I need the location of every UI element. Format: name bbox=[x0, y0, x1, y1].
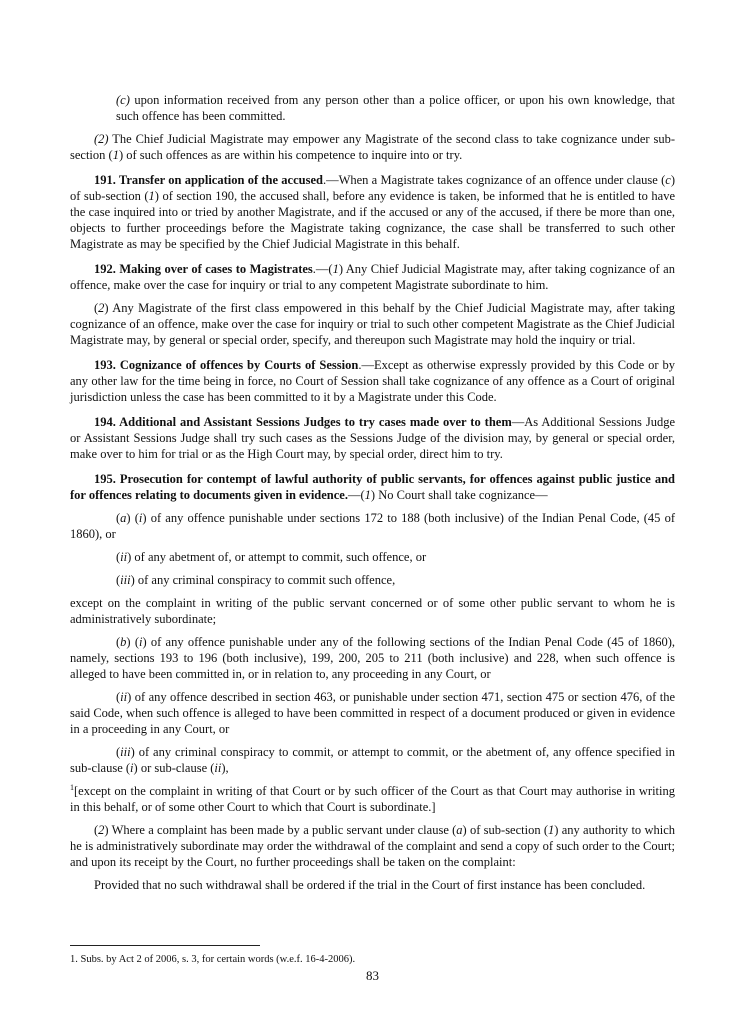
text-run: iii bbox=[120, 745, 131, 759]
text-run: ), bbox=[221, 761, 229, 775]
text-run: ) of any criminal conspiracy to commit such offence, bbox=[130, 573, 396, 587]
text-run: ( bbox=[116, 690, 121, 704]
text-run: 1 bbox=[112, 148, 119, 162]
proviso bbox=[70, 877, 675, 893]
text-run: ) of sub-section ( bbox=[462, 823, 549, 837]
clause-a-i bbox=[70, 510, 675, 542]
footnote: 1. Subs. by Act 2 of 2006, s. 3, for certain words (w.e.f. 16-4-2006). bbox=[70, 954, 356, 965]
text-run: 2 bbox=[98, 823, 105, 837]
clause-b-i bbox=[70, 634, 675, 682]
clause-a-ii bbox=[70, 549, 675, 565]
text-run: ) of sub-section ( bbox=[70, 173, 675, 203]
text-run: ) of any offence described in section 463, or punishable under section 471, section 475 or section 476, of the said Code, when such offence is alleged to have been committed in respect of a document produced or given in evidence in a proceeding in any Court, or bbox=[70, 690, 675, 736]
text-run: ) No Court shall take cognizance— bbox=[370, 488, 548, 502]
text-run: ii bbox=[120, 550, 128, 564]
text-run: (c) bbox=[116, 93, 130, 107]
text-run: i bbox=[138, 511, 143, 525]
section-193 bbox=[70, 357, 675, 405]
clause-b-exception bbox=[70, 783, 675, 815]
text-run: upon information received from any person other than a police officer, or upon his own knowledge, that such offence has been committed. bbox=[116, 93, 675, 123]
text-run: 195. Prosecution for contempt of lawful authority of public servants, for offences against public justice and for offences relating to documents given in evidence. bbox=[70, 472, 675, 502]
text-run: ii bbox=[214, 761, 222, 775]
text-run: ( bbox=[116, 573, 121, 587]
text-run: ) or sub-clause ( bbox=[133, 761, 215, 775]
text-run: iii bbox=[120, 573, 131, 587]
text-run: ) of any abetment of, or attempt to commit, such offence, or bbox=[127, 550, 427, 564]
text-run: ) of any offence punishable under any of the following sections of the Indian Penal Code (45 of 1860), namely, sections 193 to 196 (both inclusive), 199, 200, 205 to 211 (both inclusive) and 228, when such offence is alleged to have been committed in, or in relation to, any proceeding in any Court, or bbox=[70, 635, 676, 681]
text-run: 193. Cognizance of offences by Courts of Session bbox=[94, 358, 359, 372]
clause-b-ii bbox=[70, 689, 675, 737]
text-run: 192. Making over of cases to Magistrates bbox=[94, 262, 313, 276]
text-run: ) of any criminal conspiracy to commit, or attempt to commit, or the abetment of, any offence specified in sub-clause ( bbox=[70, 745, 675, 775]
text-run: ( bbox=[116, 745, 121, 759]
text-run: 194. Additional and Assistant Sessions Judges to try cases made over to them bbox=[94, 415, 512, 429]
para-2 bbox=[70, 131, 675, 163]
text-run: 1 bbox=[148, 189, 155, 203]
text-run: 2 bbox=[98, 301, 105, 315]
text-run: i bbox=[130, 761, 134, 775]
text-run: ) Any Magistrate of the first class empowered in this behalf by the Chief Judicial Magistrate may, after taking cognizance of an offence, make over the case for inquiry or trial to such other competent Magistrate as the Chief Judicial Magistrate may, by general or special order, specify, and thereupon such Magistrate may hold the inquiry or trial. bbox=[70, 301, 675, 347]
section-194 bbox=[70, 414, 675, 462]
text-run: 191. Transfer on application of the accused bbox=[94, 173, 323, 187]
text-run: ) ( bbox=[126, 635, 139, 649]
clause-a-exception bbox=[70, 595, 675, 627]
text-run: .—( bbox=[312, 262, 333, 276]
text-run: i bbox=[139, 635, 143, 649]
section-191 bbox=[70, 172, 675, 252]
text-run: ( bbox=[116, 511, 121, 525]
text-run: ii bbox=[120, 690, 128, 704]
text-run: 1 bbox=[548, 823, 555, 837]
text-run: a bbox=[456, 823, 463, 837]
page-number: 83 bbox=[366, 968, 379, 983]
section-192-2 bbox=[70, 300, 675, 348]
text-run: [except on the complaint in writing of that Court or by such officer of the Court as that Court may authorise in writing in this behalf, or of some other Court to which that Court is subordinate.] bbox=[70, 784, 675, 814]
footnote-rule bbox=[70, 945, 260, 946]
text-run: —As Additional Sessions Judge or Assistant Sessions Judge shall try such cases as the Sessions Judge of the division may, by general or special order, make over to him for trial or as the High Court may, by special order, direct him to try. bbox=[70, 415, 675, 461]
text-run: ) Where a complaint has been made by a public servant under clause ( bbox=[104, 823, 457, 837]
text-run: a bbox=[120, 511, 127, 525]
text-run: ) of section 190, the accused shall, before any evidence is taken, be informed that he is entitled to have the case inquired into or tried by another Magistrate, and if the accused or any of the accused, if there be more than one, objects to further proceedings before the Magistrate taking cognizance, the case shall be transferred to such other Magistrate as may be specified by the Chief Judicial Magistrate in this behalf. bbox=[70, 189, 676, 251]
section-195-2 bbox=[70, 822, 675, 870]
text-run: c bbox=[665, 173, 671, 187]
clause-b-iii bbox=[70, 744, 675, 776]
clause-a-iii bbox=[70, 572, 675, 588]
text-run: except on the complaint in writing of the public servant concerned or of some other public servant to whom he is administratively subordinate; bbox=[70, 596, 675, 626]
text-run: ) Any Chief Judicial Magistrate may, after taking cognizance of an offence, make over the case for inquiry or trial to any competent Magistrate subordinate to him. bbox=[70, 262, 675, 292]
text-run: ( bbox=[116, 635, 121, 649]
text-run: —( bbox=[347, 488, 365, 502]
text-run: ) ( bbox=[126, 511, 139, 525]
text-run: ( bbox=[94, 301, 99, 315]
text-run: The Chief Judicial Magistrate may empower any Magistrate of the second class to take cognizance under sub-section ( bbox=[70, 132, 675, 162]
para-c bbox=[70, 92, 675, 124]
text-run: .—When a Magistrate takes cognizance of an offence under clause ( bbox=[322, 173, 666, 187]
text-run: .—Except as otherwise expressly provided by this Code or by any other law for the time being in force, no Court of Session shall take cognizance of any offence as a Court of original jurisdiction unless the case has been committed to it by a Magistrate under this Code. bbox=[70, 358, 676, 404]
text-run: b bbox=[120, 635, 127, 649]
text-run: 1 bbox=[364, 488, 371, 502]
text-run: Provided that no such withdrawal shall be ordered if the trial in the Court of first instance has been concluded. bbox=[94, 878, 646, 892]
section-192 bbox=[70, 261, 675, 293]
section-195 bbox=[70, 471, 675, 503]
text-run: ( bbox=[116, 550, 121, 564]
text-run: (2) bbox=[94, 132, 109, 146]
text-run: ( bbox=[94, 823, 99, 837]
text-run: ) of such offences as are within his competence to inquire into or try. bbox=[118, 148, 463, 162]
text-run: 1 bbox=[332, 262, 339, 276]
text-run: ) of any offence punishable under sections 172 to 188 (both inclusive) of the Indian Penal Code, (45 of 1860), or bbox=[70, 511, 675, 541]
text-run: 1 bbox=[70, 782, 74, 792]
text-run: ) any authority to which he is administratively subordinate may order the withdrawal of the complaint and send a copy of such order to the Court; and upon its receipt by the Court, no further proceedings shall be taken on the complaint: bbox=[70, 823, 675, 869]
